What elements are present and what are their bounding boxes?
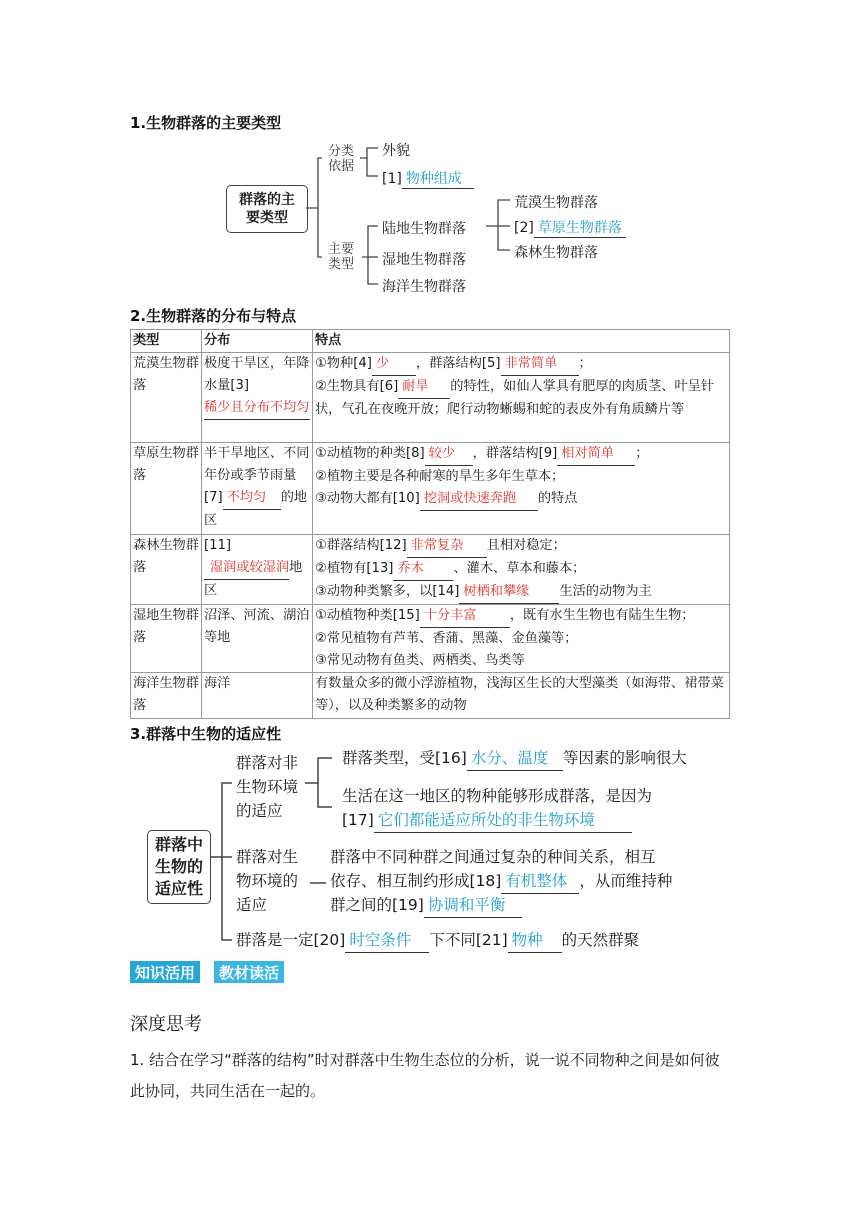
feature-text: 生活的动物为主 <box>559 584 652 599</box>
badge-textbook-reading: 教材读活 <box>214 961 284 983</box>
forest-community: 森林生物群落 <box>514 245 598 261</box>
feature-text: 且相对稳定； <box>486 538 566 553</box>
feature-text: ③动物种类繁多，以[14] <box>315 584 460 599</box>
row-distribution: 沼泽、河流、湖泊等地 <box>202 605 313 673</box>
row-type: 草原生物群落 <box>131 443 202 535</box>
blank6-answer: 耐旱 <box>398 376 450 399</box>
blank21-answer: 物种 <box>508 928 562 953</box>
row-type: 湿地生物群落 <box>131 605 202 673</box>
row-type: 海洋生物群落 <box>131 673 202 719</box>
biotic-adaptation-label: 群落对生物环境的适应 <box>236 848 299 914</box>
question-1: 1. 结合在学习“群落的结构”时对群落中生物生态位的分析，说一说不同物种之间是如何彼此协同，共同生活在一起的。 <box>130 1051 720 1100</box>
blank14-answer: 树栖和攀缘 <box>459 581 559 604</box>
header-distribution: 分布 <box>202 330 313 353</box>
feature-text: ； <box>578 356 592 371</box>
blank17-answer: 它们都能适应所处的非生物环境 <box>374 808 632 833</box>
feature-text: 、灌木、草本和藤本； <box>453 561 586 576</box>
blank10-answer: 挖洞或快速奔跑 <box>420 488 538 511</box>
feature-text: ①动植物种类[15] <box>315 608 420 623</box>
main-types-label: 主要类型 <box>327 242 354 272</box>
blank2-answer: 草原生物群落 <box>534 217 626 238</box>
abiotic-adaptation-label: 群落对非生物环境的适应 <box>236 754 299 820</box>
classify-basis-label: 分类依据 <box>327 144 354 174</box>
community-definition-line <box>236 928 639 953</box>
feature-text: ③常见动物有鱼类、两栖类、鸟类等 <box>315 653 525 668</box>
blank13-answer: 乔木 <box>393 558 453 581</box>
blank16-answer: 水分、温度 <box>467 746 563 771</box>
dist-text: 半干旱地区、不同年份或季节雨量[7] <box>204 446 310 505</box>
blank3-answer: 稀少且分布不均匀 <box>204 397 310 420</box>
feature-text: ②植物有[13] <box>315 561 394 576</box>
blank18-answer: 有机整体 <box>501 869 579 894</box>
blank9-answer: 相对简单 <box>557 443 635 466</box>
blank4-answer: 少 <box>372 353 416 376</box>
text: 群之间的[19] <box>330 896 424 914</box>
feature-text: ③动物大都有[10] <box>315 491 420 506</box>
text: 群落是一定[20] <box>236 931 346 949</box>
biotic-line2 <box>330 869 672 894</box>
header-type: 类型 <box>131 330 202 353</box>
dist-text: 地区 <box>204 560 303 598</box>
wetland-community: 湿地生物群落 <box>382 252 466 268</box>
section2-heading: 2.生物群落的分布与特点 <box>130 307 297 325</box>
feature-text: ，既有水生生物也有陆生生物； <box>509 608 695 623</box>
land-community: 陆地生物群落 <box>382 221 466 237</box>
blank7-answer: 不均匀 <box>223 487 281 510</box>
feature-text: ②常见植物有芦苇、香蒲、黑藻、金鱼藻等； <box>315 631 578 646</box>
feature-text: ，群落结构[9] <box>472 446 558 461</box>
diagram3-root-label: 群落中生物的适应性 <box>154 835 203 898</box>
text: 等因素的影响很大 <box>562 749 687 767</box>
blank1-number: [1] <box>382 171 402 187</box>
text: 下不同[21] <box>429 931 508 949</box>
blank12-answer: 非常复杂 <box>407 535 487 558</box>
text: [17] <box>342 811 374 829</box>
blank15-answer: 十分丰富 <box>420 605 510 628</box>
text: ，从而维持种 <box>579 872 673 890</box>
section1-heading: 1.生物群落的主要类型 <box>130 114 282 132</box>
feature-text: 的特性，如仙人掌具有肥厚的肉质茎、叶呈针状，气孔在夜晚开放；爬行动物蜥蜴和蛇的表皮外有角质鳞片等 <box>315 379 715 417</box>
dist-text: 极度干旱区，年降水量[3] <box>204 356 310 393</box>
header-features: 特点 <box>313 330 730 353</box>
text: 群落类型，受[16] <box>342 749 467 767</box>
biotic-line1: 群落中不同种群之间通过复杂的种间关系，相互 <box>330 848 656 866</box>
dist-text: [11] <box>204 538 232 553</box>
blank8-answer: 较少 <box>425 443 473 466</box>
section3-heading: 3.群落中生物的适应性 <box>130 725 282 743</box>
biotic-line3 <box>330 893 522 918</box>
feature-text: ； <box>635 446 649 461</box>
blank1-answer: 物种组成 <box>402 168 474 189</box>
blank19-answer: 协调和平衡 <box>424 893 522 918</box>
dist-text: 的地区 <box>204 490 308 528</box>
feature-text: ②植物主要是各种耐寒的旱生多年生草本； <box>315 469 565 484</box>
feature-text: ①动植物的种类[8] <box>315 446 425 461</box>
blank11-answer: 湿润或较湿润 <box>204 557 289 580</box>
deep-thinking-title: 深度思考 <box>130 1014 202 1035</box>
diagram3-root-box <box>147 830 211 904</box>
feature-text: ①物种[4] <box>315 356 372 371</box>
abiotic-line2: 生活在这一地区的物种能够形成群落，是因为 <box>342 787 653 805</box>
appearance-item: 外貌 <box>382 143 410 159</box>
row-type: 荒漠生物群落 <box>131 353 202 443</box>
abiotic-line3 <box>342 808 632 833</box>
text: 依存、相互制约形成[18] <box>330 872 502 890</box>
diagram1-root-label: 群落的主要类型 <box>239 192 295 226</box>
text: 的天然群聚 <box>561 931 640 949</box>
desert-community: 荒漠生物群落 <box>514 195 598 211</box>
blank2-number: [2] <box>514 220 534 236</box>
feature-text: 的特点 <box>537 491 578 506</box>
badge-knowledge-application: 知识活用 <box>130 961 200 983</box>
row-distribution: 海洋 <box>202 673 313 719</box>
ocean-community: 海洋生物群落 <box>382 279 466 295</box>
feature-text: ②生物具有[6] <box>315 379 399 394</box>
blank20-answer: 时空条件 <box>345 928 429 953</box>
blank5-answer: 非常简单 <box>501 353 579 376</box>
feature-text: ，群落结构[5] <box>415 356 501 371</box>
row-features: 有数量众多的微小浮游植物，浅海区生长的大型藻类（如海带、裙带菜等），以及种类繁多的动物 <box>313 673 730 719</box>
row-type: 森林生物群落 <box>131 535 202 605</box>
abiotic-line1 <box>342 746 687 771</box>
feature-text: ①群落结构[12] <box>315 538 407 553</box>
